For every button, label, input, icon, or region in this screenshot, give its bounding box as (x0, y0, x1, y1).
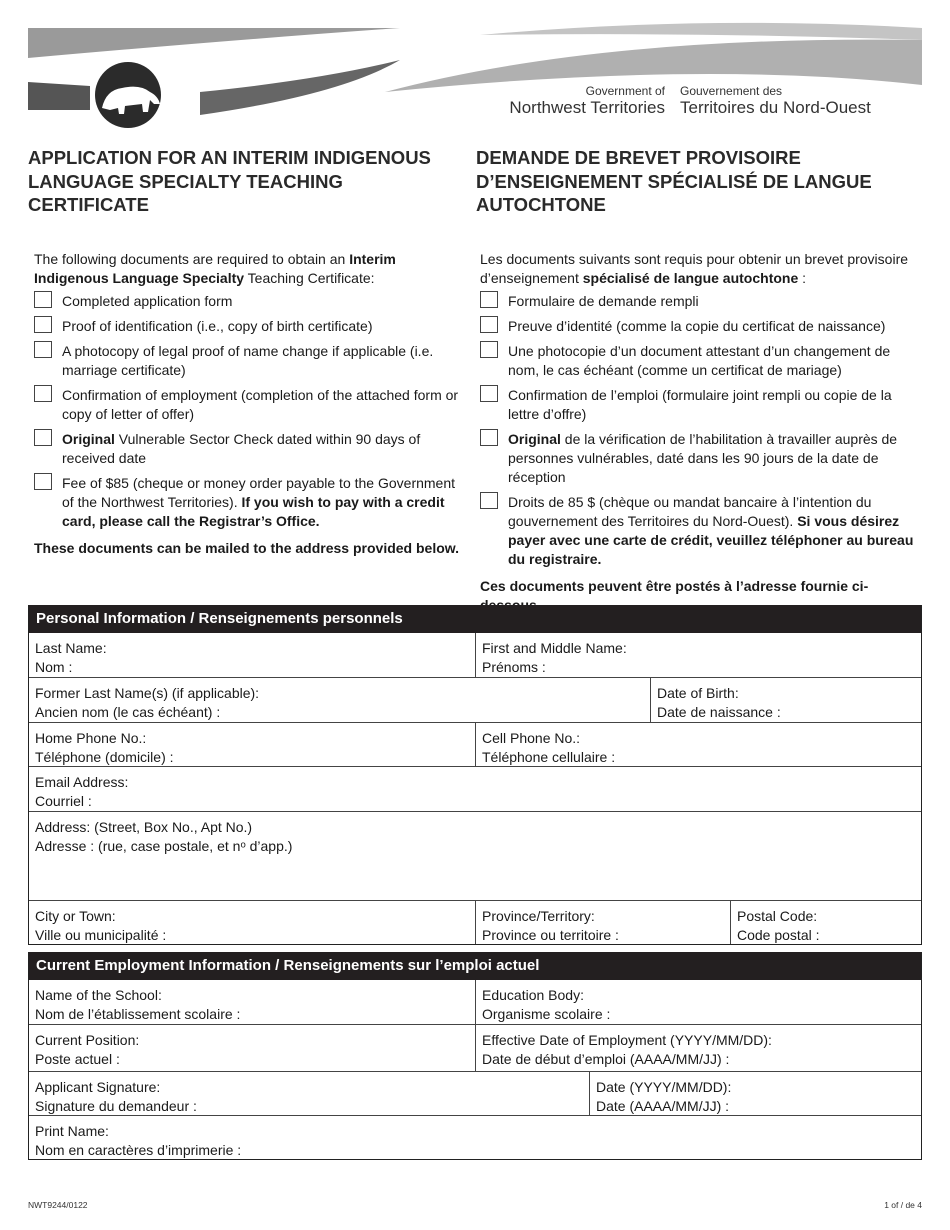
document-checkbox[interactable] (480, 291, 498, 308)
government-name-fr (680, 84, 871, 117)
current-position-field[interactable]: Current Position: Poste actuel : (35, 1032, 140, 1067)
personal-information-section (28, 605, 922, 945)
checklist-item: Completed application form (34, 292, 466, 311)
banner-swoosh-left (28, 82, 90, 110)
document-checkbox[interactable] (480, 316, 498, 333)
province-field[interactable]: Province/Territory: Province ou territoire : (475, 901, 730, 944)
date-of-birth-field[interactable]: Date of Birth: Date de naissance : (650, 678, 921, 722)
document-checkbox[interactable] (480, 429, 498, 446)
section-heading: Personal Information / Renseignements personnels (29, 605, 921, 633)
first-name-field[interactable]: First and Middle Name: Prénoms : (475, 633, 921, 677)
checklist-item: Original Vulnerable Sector Check dated within 90 days of received date (34, 430, 466, 468)
signature-date-field[interactable]: Date (YYYY/MM/DD): Date (AAAA/MM/JJ) : (589, 1072, 921, 1115)
checklist-item: Fee of $85 (cheque or money order payable to the Government of the Northwest Territories). If you wish to pay with a credit card, please call the Registrar’s Office. (34, 474, 466, 531)
applicant-signature-field[interactable]: Applicant Signature: Signature du demandeur : (35, 1079, 197, 1114)
gov-en-small: Government of (585, 84, 665, 98)
checklist-item: Original de la vérification de l’habilitation à travailler auprès de personnes vulnérables, daté dans les 90 jours de la date de réception (480, 430, 920, 487)
document-checkbox[interactable] (34, 429, 52, 446)
postal-code-field[interactable]: Postal Code: Code postal : (730, 901, 921, 944)
former-last-name-field[interactable]: Former Last Name(s) (if applicable): Ancien nom (le cas échéant) : (35, 685, 260, 720)
last-name-field[interactable]: Last Name: Nom : (35, 640, 107, 675)
education-body-field[interactable]: Education Body: Organisme scolaire : (475, 980, 921, 1024)
banner-swoosh-right (480, 23, 922, 40)
documents-intro: The following documents are required to obtain an Interim Indigenous Language Specialty Teaching Certificate: (34, 251, 396, 286)
documents-intro: Les documents suivants sont requis pour obtenir un brevet provisoire d’enseignement spécialisé de langue autochtone : (480, 251, 909, 286)
checklist-item: Une photocopie d’un document attestant d’un changement de nom, le cas échéant (comme un certificat de mariage) (480, 342, 920, 380)
document-checkbox[interactable] (34, 473, 52, 490)
checklist-item: A photocopy of legal proof of name change if applicable (i.e. marriage certificate) (34, 342, 466, 380)
mailing-note: Ces documents peuvent être postés à l’adresse fournie ci- (480, 578, 869, 594)
print-name-field[interactable]: Print Name: Nom en caractères d’imprimerie : (35, 1123, 242, 1158)
required-documents-en (34, 250, 466, 558)
checklist-item: Proof of identification (i.e., copy of birth certificate) (34, 317, 466, 336)
checklist-item: Droits de 85 $ (chèque ou mandat bancaire à l’intention du gouvernement des Territoires du Nord-Ouest). Si vous désirez payer avec une carte de crédit, veuillez téléphoner au bureau du registraire. (480, 493, 920, 569)
document-checkbox[interactable] (480, 492, 498, 509)
cell-phone-field[interactable]: Cell Phone No.: Téléphone cellulaire : (475, 723, 921, 766)
government-name-en (509, 84, 665, 117)
mailing-note: These documents can be mailed to the address provided below. (34, 540, 460, 556)
page-title-fr: DEMANDE DE BREVET PROVISOIRE D’ENSEIGNEMENT SPÉCIALISÉ DE LANGUE AUTOCHTONE (476, 147, 872, 215)
document-checkbox[interactable] (480, 341, 498, 358)
document-checkbox[interactable] (34, 341, 52, 358)
banner-swoosh-top (28, 28, 400, 58)
section-heading: Current Employment Information / Renseignements sur l’emploi actuel (29, 952, 921, 980)
employment-information-section (28, 952, 922, 1160)
gov-fr-small: Gouvernement des (680, 84, 783, 98)
effective-date-field[interactable]: Effective Date of Employment (YYYY/MM/DD): Date de début d’emploi (AAAA/MM/JJ) : (475, 1025, 921, 1071)
banner-swoosh-mid (200, 60, 400, 115)
address-field[interactable]: Address: (Street, Box No., Apt No.) Adresse : (rue, case postale, et nᵒ d’app.) (35, 819, 293, 854)
document-checkbox[interactable] (34, 291, 52, 308)
school-name-field[interactable]: Name of the School: Nom de l’établissement scolaire : (35, 987, 241, 1022)
checklist-item: Formulaire de demande rempli (480, 292, 920, 311)
gov-fr-big: Territoires du Nord-Ouest (680, 98, 871, 117)
gov-en-big: Northwest Territories (509, 98, 665, 117)
page-title-en: APPLICATION FOR AN INTERIM INDIGENOUS LANGUAGE SPECIALTY TEACHING CERTIFICATE (28, 147, 431, 215)
checklist-item: Preuve d’identité (comme la copie du certificat de naissance) (480, 317, 920, 336)
checklist-item: Confirmation de l’emploi (formulaire joint rempli ou copie de la lettre d’offre) (480, 386, 920, 424)
document-checkbox[interactable] (480, 385, 498, 402)
checklist-item: Confirmation of employment (completion of the attached form or copy of letter of offer) (34, 386, 466, 424)
document-checkbox[interactable] (34, 316, 52, 333)
home-phone-field[interactable]: Home Phone No.: Téléphone (domicile) : (35, 730, 174, 765)
email-field[interactable]: Email Address: Courriel : (35, 774, 129, 809)
nwt-polar-bear-logo (95, 62, 161, 128)
document-checkbox[interactable] (34, 385, 52, 402)
required-documents-fr (480, 250, 920, 615)
form-code: NWT9244/0122 (28, 1200, 88, 1210)
city-field[interactable]: City or Town: Ville ou municipalité : (35, 908, 167, 943)
page-number: 1 of / de 4 (884, 1200, 922, 1210)
